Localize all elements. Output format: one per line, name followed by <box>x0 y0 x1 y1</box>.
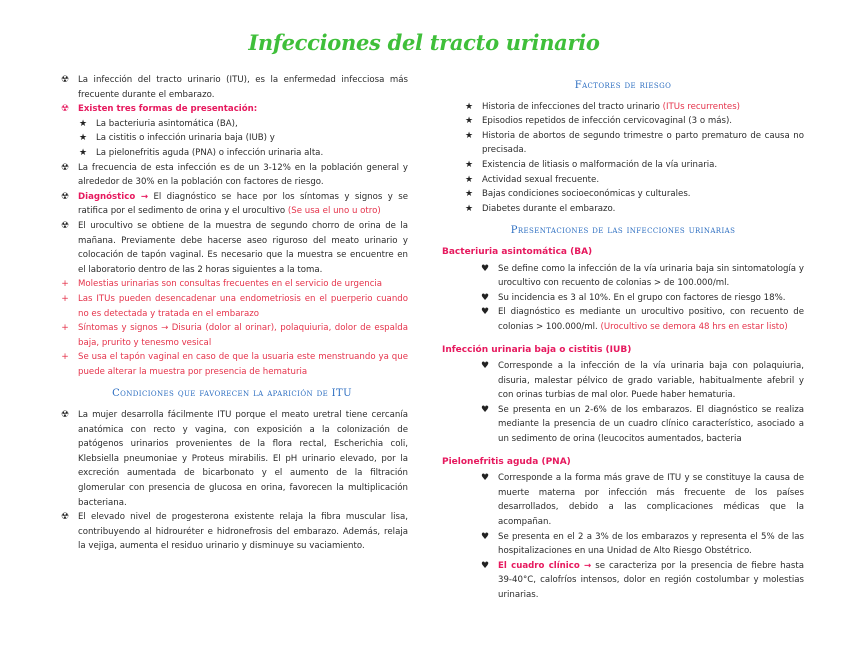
form-item: ★ La cistitis o infección urinaria baja (IUB) y <box>56 131 408 146</box>
note-item: + Molestias urinarias son consultas frecuentes en el servicio de urgencia <box>56 277 408 292</box>
risk-item: ★ Bajas condiciones socioeconómicas y culturales. <box>442 187 804 202</box>
plus-bullet-icon: + <box>61 279 69 290</box>
star-bullet-icon: ★ <box>78 133 88 144</box>
right-column <box>442 73 804 603</box>
heart-bullet-icon: ♥ <box>480 473 490 484</box>
ba-item: ♥ Se define como la infección de la vía urinaria baja sin sintomatología y urocultivo con recuento de colonias > de 100.000/ml. <box>442 262 804 291</box>
diagnosis-note: (Se usa el uno u otro) <box>287 206 381 217</box>
ba-diag-note: (Urocultivo se demora 48 hrs en estar listo) <box>600 321 788 332</box>
heart-bullet-icon: ♥ <box>480 531 490 542</box>
diagnosis-item: ☢ Diagnóstico → El diagnóstico se hace por los síntomas y signos y se ratifica por el sedimento de orina y el urocultivo (Se usa el uno u otro) <box>56 190 408 219</box>
frequency-item: ☢ La frecuencia de esta infección es de un 3-12% en la población general y alrededor de 30% en la población con factores de riesgo. <box>56 161 408 190</box>
pna-clinical-label: El cuadro clínico → <box>498 560 592 571</box>
pna-item: ♥ El cuadro clínico → se caracteriza por la presencia de fiebre hasta 39-40°C, calofríos intensos, dolor en región costolumbar y molestias urinarias. <box>442 559 804 603</box>
skull-bullet-icon: ☢ <box>60 75 70 85</box>
plus-bullet-icon: + <box>61 293 69 304</box>
ba-heading: Bacteriuria asintomática (BA) <box>442 246 593 257</box>
conditions-heading: Condiciones que favorecen la aparición de ITU <box>112 388 352 400</box>
star-bullet-icon: ★ <box>78 118 88 129</box>
note-item: + Se usa el tapón vaginal en caso de que la usuaria este menstruando ya que puede alterar la muestra por presencia de hematuria <box>56 350 408 379</box>
skull-bullet-icon: ☢ <box>60 191 70 202</box>
skull-bullet-icon: ☢ <box>60 512 70 523</box>
risk-item: ★ Historia de abortos de segundo trimestre o parto prematuro de causa no precisada. <box>442 129 804 158</box>
iub-heading: Infección urinaria baja o cistitis (IUB) <box>442 344 632 355</box>
pna-item: ♥ Corresponde a la forma más grave de ITU y se constituye la causa de muerte materna por infección más frecuente de los países desarrollados, debido a las complicaciones médicas que la acompañan. <box>442 471 804 529</box>
intro-item: ☢ La infección del tracto urinario (ITU), es la enfermedad infecciosa más frecuente durante el embarazo. <box>56 73 408 102</box>
pna-heading: Pielonefritis aguda (PNA) <box>442 456 571 467</box>
form-item: ★ La bacteriuria asintomática (BA), <box>56 117 408 132</box>
heart-bullet-icon: ♥ <box>480 560 490 571</box>
left-column <box>56 73 408 554</box>
condition-item: ☢ La mujer desarrolla fácilmente ITU porque el meato uretral tiene cercanía anatómica con recto y vagina, con exposición a la colonización de patógenos urinarios provenientes de la flora rectal, Escherichia coli, Klebsiella pneumoniae y Proteus mirabilis. El pH urinario elevado, por la excreción aumentada de bicarbonato y el aumento de la filtración glomerular con presencia de glucosa en orina, favorecen la multiplicación bacteriana. <box>56 408 408 510</box>
iub-item: ♥ Corresponde a la infección de la vía urinaria baja con polaquiuria, disuria, malestar pélvico de grado variable, habitualmente afebril y con orinas turbias de mal olor. Puede haber hematuria. <box>442 359 804 403</box>
risk-item: ★ Existencia de litiasis o malformación de la vía urinaria. <box>442 158 804 173</box>
star-bullet-icon: ★ <box>464 159 474 170</box>
star-bullet-icon: ★ <box>464 174 474 185</box>
star-bullet-icon: ★ <box>78 147 88 158</box>
star-bullet-icon: ★ <box>464 203 474 214</box>
presentations-heading: Presentaciones de las infecciones urinarias <box>510 225 736 237</box>
heart-bullet-icon: ♥ <box>480 292 490 303</box>
condition-item: ☢ El elevado nivel de progesterona existente relaja la fibra muscular lisa, contribuyendo al hidrouréter e hidronefrosis del embarazo. Además, relaja la vejiga, aumenta el residuo urinario y disminuye su vaciamiento. <box>56 510 408 554</box>
page-title: Infecciones del tracto urinario <box>248 30 600 55</box>
iub-item: ♥ Se presenta en un 2-6% de los embarazos. El diagnóstico se realiza mediante la presencia de un cuadro clínico característico, asociado a un sedimento de orina (leucocitos aumentados, bacteria <box>442 403 804 447</box>
forms-heading-item <box>56 102 408 117</box>
risk-item: ★ Actividad sexual frecuente. <box>442 173 804 188</box>
star-bullet-icon: ★ <box>464 189 474 200</box>
note-item: + Síntomas y signos → Disuria (dolor al orinar), polaquiuria, dolor de espalda baja, prurito y tenesmo vesical <box>56 321 408 350</box>
ba-item: ♥ El diagnóstico es mediante un urocultivo positivo, con recuento de colonias > 100.000/ml. (Urocultivo se demora 48 hrs en estar listo) <box>442 305 804 334</box>
diagnosis-label: Diagnóstico → <box>78 191 149 202</box>
ba-item: ♥ Su incidencia es 3 al 10%. En el grupo con factores de riesgo 18%. <box>442 291 804 306</box>
skull-bullet-icon: ☢ <box>60 104 70 115</box>
risk-heading: Factores de riesgo <box>574 80 672 91</box>
star-bullet-icon: ★ <box>464 101 474 112</box>
skull-bullet-icon: ☢ <box>60 220 70 231</box>
heart-bullet-icon: ♥ <box>480 361 490 372</box>
form-item: ★ La pielonefritis aguda (PNA) o infección urinaria alta. <box>56 146 408 161</box>
risk-item: ★ Diabetes durante el embarazo. <box>442 202 804 217</box>
risk-item: ★ Episodios repetidos de infección cervicovaginal (3 o más). <box>442 114 804 129</box>
heart-bullet-icon: ♥ <box>480 263 490 274</box>
plus-bullet-icon: + <box>61 323 69 334</box>
sample-item: ☢ El urocultivo se obtiene de la muestra de segundo chorro de orina de la mañana. Previamente debe hacerse aseo riguroso del meato urinario y colocación de tapón vaginal. Es necesario que la muestra se encuentre en el laboratorio dentro de las 2 horas siguientes a la toma. <box>56 219 408 277</box>
plus-bullet-icon: + <box>61 352 69 363</box>
star-bullet-icon: ★ <box>464 130 474 141</box>
risk-note: (ITUs recurrentes) <box>662 101 741 112</box>
risk-item: ★ Historia de infecciones del tracto urinario (ITUs recurrentes) <box>442 100 804 115</box>
heart-bullet-icon: ♥ <box>480 307 490 318</box>
pna-item: ♥ Se presenta en el 2 a 3% de los embarazos y representa el 5% de las hospitalizaciones en una Unidad de Alto Riesgo Obstétrico. <box>442 530 804 559</box>
forms-heading: Existen tres formas de presentación: <box>78 104 258 115</box>
note-item: + Las ITUs pueden desencadenar una endometriosis en el puerperio cuando no es detectada y tratada en el embarazo <box>56 292 408 321</box>
heart-bullet-icon: ♥ <box>480 404 490 415</box>
skull-bullet-icon: ☢ <box>60 162 70 173</box>
skull-bullet-icon: ☢ <box>60 410 70 421</box>
star-bullet-icon: ★ <box>464 116 474 127</box>
